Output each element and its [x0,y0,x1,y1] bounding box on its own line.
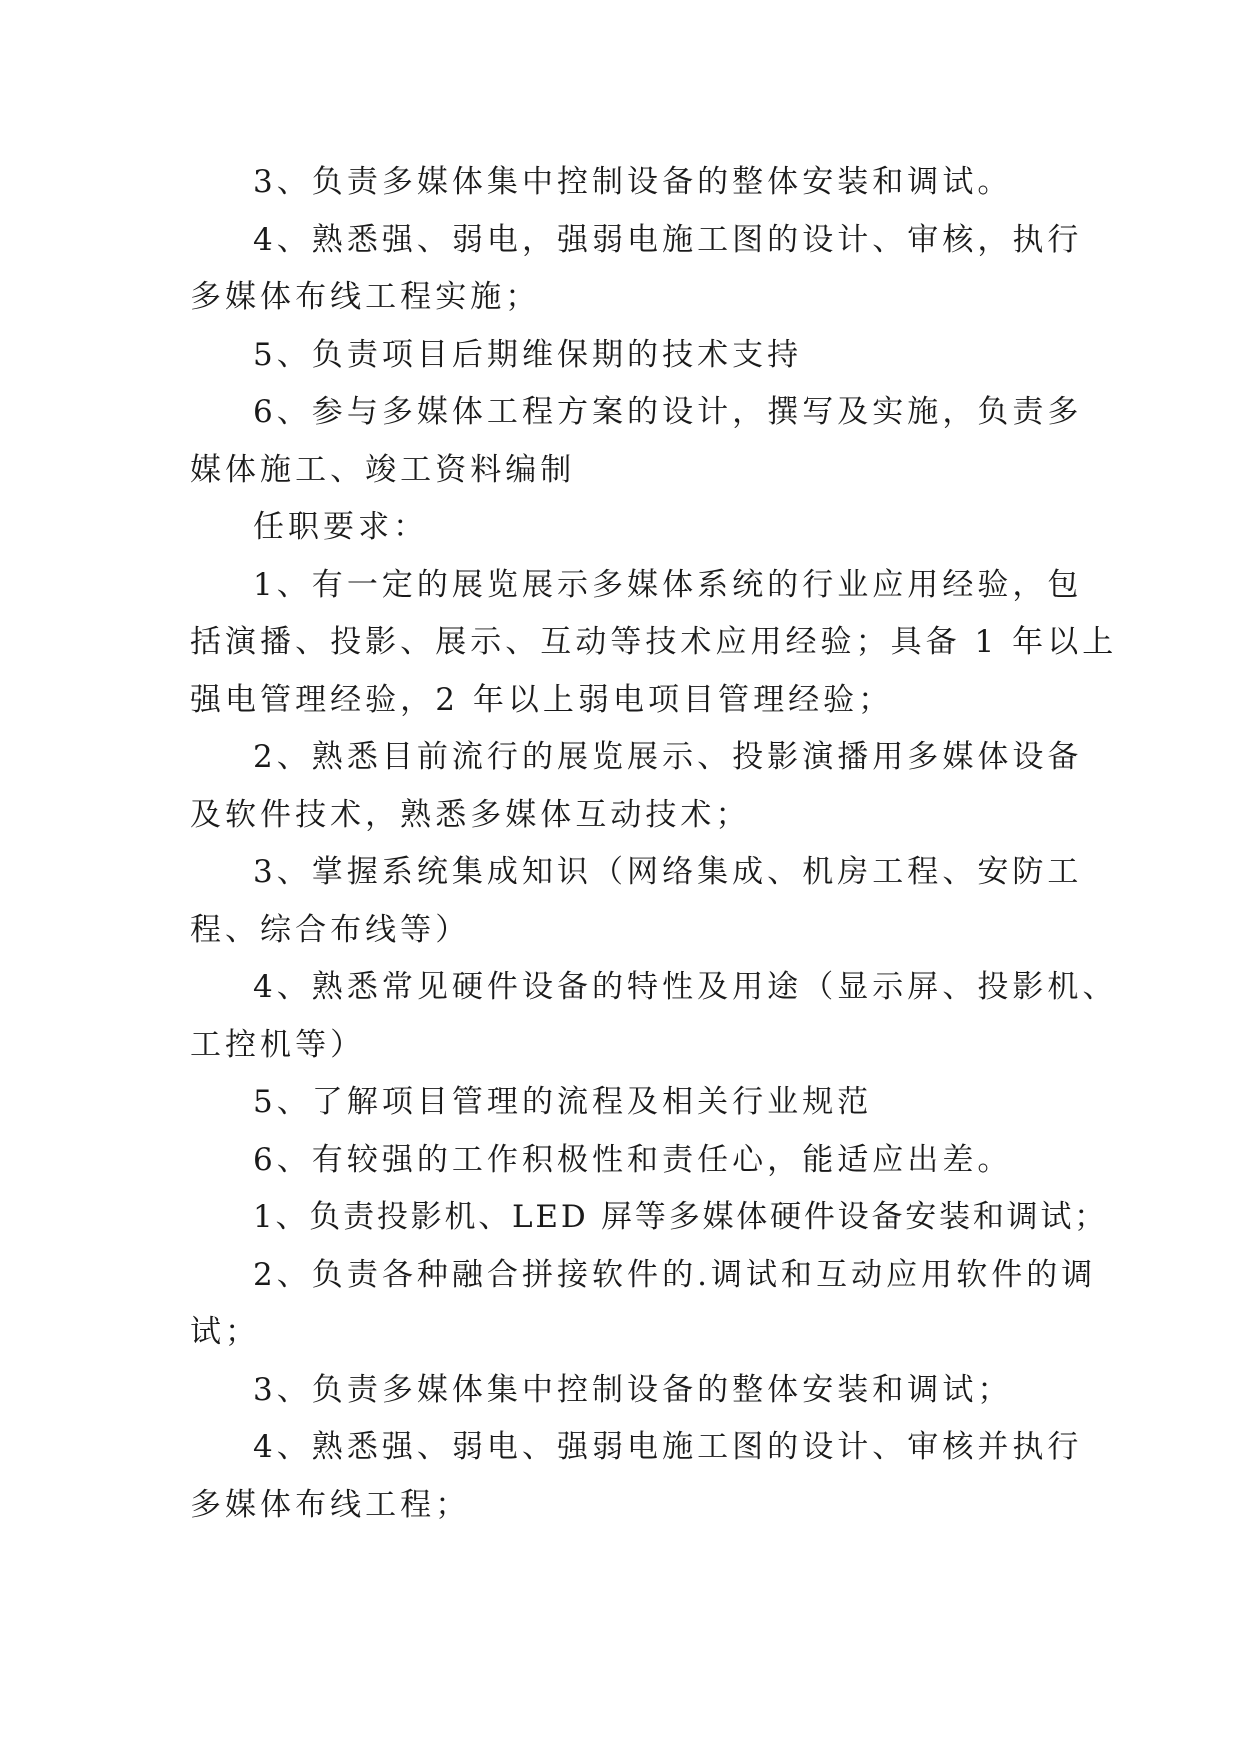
text-line: 试； [190,1314,261,1350]
text-line: 6、参与多媒体工程方案的设计，撰写及实施，负责多 [253,394,1083,430]
text-line: 4、熟悉强、弱电，强弱电施工图的设计、审核，执行 [253,222,1083,258]
text-line: 及软件技术，熟悉多媒体互动技术； [190,797,751,833]
text-line: 程、综合布线等） [190,912,471,948]
text-line: 5、负责项目后期维保期的技术支持 [253,337,803,373]
text-line: 3、掌握系统集成知识（网络集成、机房工程、安防工 [253,854,1083,890]
text-line: 3、负责多媒体集中控制设备的整体安装和调试。 [253,164,1013,200]
text-line: 5、了解项目管理的流程及相关行业规范 [253,1084,873,1120]
text-line: 括演播、投影、展示、互动等技术应用经验；具备 1 年以上 [190,624,1118,660]
text-line: 工控机等） [190,1027,366,1063]
text-line: 多媒体布线工程； [190,1487,471,1523]
text-line: 强电管理经验，2 年以上弱电项目管理经验； [190,682,894,718]
text-line: 媒体施工、竣工资料编制 [190,452,576,488]
section-heading: 任职要求： [253,509,429,545]
text-line: 4、熟悉常见硬件设备的特性及用途（显示屏、投影机、 [253,969,1118,1005]
text-line: 2、负责各种融合拼接软件的.调试和互动应用软件的调 [253,1257,1097,1293]
text-line: 4、熟悉强、弱电、强弱电施工图的设计、审核并执行 [253,1429,1083,1465]
text-line: 1、有一定的展览展示多媒体系统的行业应用经验，包 [253,567,1083,603]
text-line: 1、负责投影机、LED 屏等多媒体硬件设备安装和调试； [253,1199,1108,1235]
text-line: 3、负责多媒体集中控制设备的整体安装和调试； [253,1372,1013,1408]
text-line: 2、熟悉目前流行的展览展示、投影演播用多媒体设备 [253,739,1083,775]
text-line: 6、有较强的工作积极性和责任心，能适应出差。 [253,1142,1013,1178]
text-line: 多媒体布线工程实施； [190,279,541,315]
